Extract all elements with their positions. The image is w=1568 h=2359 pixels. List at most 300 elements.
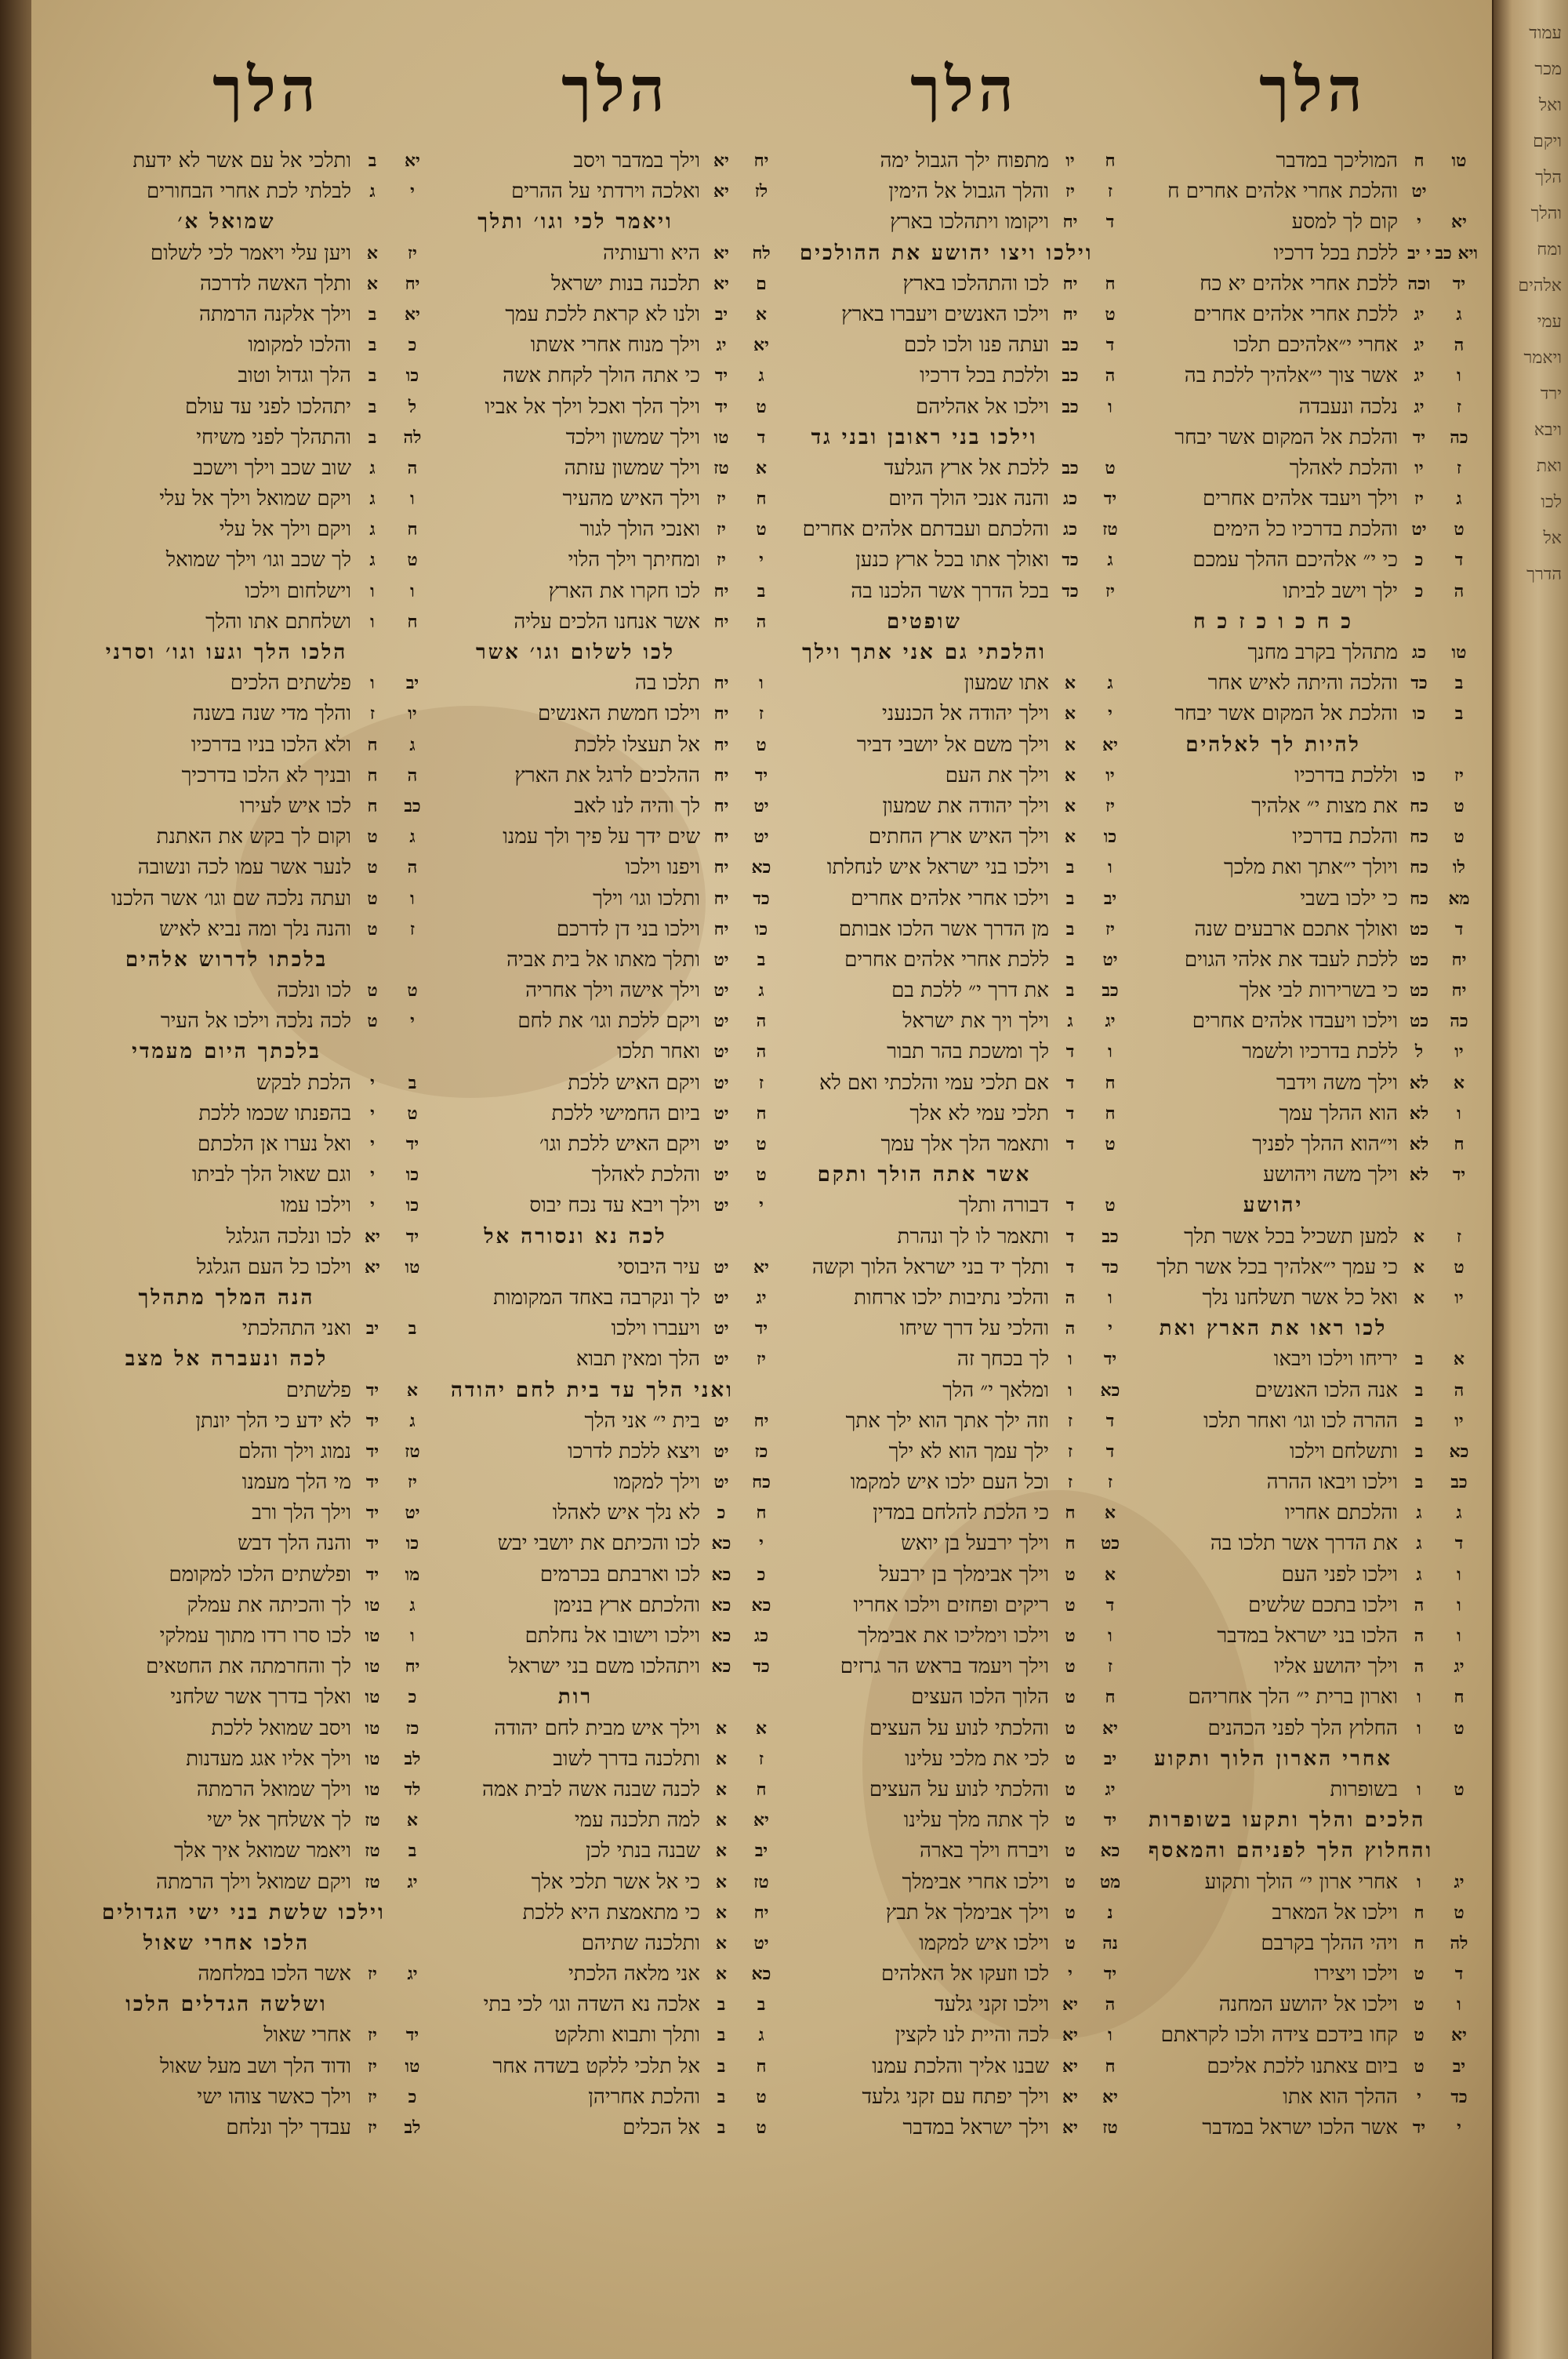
chapter-number: יא xyxy=(1062,2086,1078,2107)
verse-number: א xyxy=(406,1379,419,1401)
entry-phrase: וללכת בדרכיו xyxy=(1294,763,1398,787)
entry-phrase: וישלחום וילכו xyxy=(245,579,351,603)
chapter-number: יד xyxy=(365,1472,379,1493)
concordance-entry xyxy=(800,1714,1129,1744)
chapter-number: ו xyxy=(1068,1349,1073,1370)
entry-phrase: ושלשה הגדלים הלכו xyxy=(125,1993,328,2017)
verse-number: י xyxy=(759,1533,764,1554)
verse-number: מט xyxy=(1099,1871,1121,1892)
concordance-entry xyxy=(1149,1252,1478,1283)
verse-number: כז xyxy=(405,1717,419,1739)
concordance-entry xyxy=(102,638,431,668)
chapter-number: יג xyxy=(1414,396,1425,417)
verse-number: ט xyxy=(1454,1717,1465,1739)
chapter-number xyxy=(1049,1160,1091,1190)
entry-phrase: והלכת לאהלך xyxy=(1289,456,1398,480)
verse-number: כו xyxy=(405,1195,419,1216)
verse-number: ט xyxy=(756,734,767,755)
verse-number: ד xyxy=(757,427,766,448)
column-rows xyxy=(1149,146,1478,2143)
entry-phrase: נמוג וילך והלם xyxy=(238,1439,351,1463)
entry-phrase: וילך אישה וילך אחריה xyxy=(525,979,700,1003)
verse-number: ד xyxy=(1454,1964,1464,1985)
entry-phrase: ללכת אחרי אלהים אחרים xyxy=(844,947,1049,972)
chapter-number: יא xyxy=(1062,2025,1078,2046)
chapter-number: ד xyxy=(1065,1134,1075,1154)
chapter-number: ח xyxy=(367,765,378,786)
verse-number: יח xyxy=(1451,980,1467,1001)
chapter-number: טו xyxy=(713,427,729,448)
concordance-entry xyxy=(102,1252,431,1283)
entry-phrase: והחלוץ הלך לפניהם והמאסף xyxy=(1149,1839,1434,1863)
concordance-entry xyxy=(451,791,780,822)
concordance-column-4 xyxy=(102,47,431,2143)
verse-number: כט xyxy=(1100,1533,1120,1554)
chapter-number: א xyxy=(715,1748,728,1769)
chapter-number: יד xyxy=(714,396,728,417)
verse-number: יד xyxy=(405,1226,419,1247)
chapter-number: יז xyxy=(1414,489,1424,510)
verse-number xyxy=(1091,638,1129,668)
entry-phrase: וזה ילך אתך הוא ילך אתך xyxy=(845,1408,1049,1433)
entry-phrase: וארון ברית י״ הלך אחריהם xyxy=(1188,1685,1398,1710)
entry-phrase: ואני הלך עד בית לחם יהודה xyxy=(451,1378,734,1402)
chapter-number: ג xyxy=(369,457,376,478)
verse-number: יד xyxy=(405,2025,419,2046)
verse-number: ח xyxy=(407,519,418,540)
chapter-number: ו xyxy=(1417,1871,1421,1892)
entry-phrase: ללכת אל ארץ הגלעד xyxy=(884,456,1049,480)
concordance-entry xyxy=(451,1160,780,1190)
verse-number: יז xyxy=(1454,765,1464,786)
concordance-entry xyxy=(800,545,1129,576)
entry-phrase: והלכת לאהלך xyxy=(591,1163,700,1187)
entry-phrase: וילך האיש מהעיר xyxy=(562,487,700,511)
verse-number: יא xyxy=(1102,1717,1118,1739)
entry-phrase: ואל כל אשר תשלחנו נלך xyxy=(1202,1285,1398,1310)
concordance-entry xyxy=(800,1437,1129,1467)
chapter-number: יא xyxy=(365,1256,380,1278)
concordance-entry xyxy=(451,976,780,1006)
chapter-number: ח xyxy=(1414,151,1425,171)
chapter-number: יח xyxy=(713,765,729,786)
verse-number: י xyxy=(1457,2117,1461,2138)
entry-phrase: לך ונקרבה באחד המקומות xyxy=(493,1285,700,1310)
entry-phrase: וילכו איש למקמו xyxy=(919,1931,1049,1955)
entry-phrase: כי ילכו בשבי xyxy=(1300,886,1398,911)
verse-number: ו xyxy=(410,888,415,909)
chapter-number: ד xyxy=(1065,1072,1075,1093)
concordance-entry xyxy=(800,176,1129,207)
entry-phrase: מן הדרך אשר הלכו אבותם xyxy=(838,917,1049,941)
adjacent-page-fragment: ויבא xyxy=(1534,420,1562,440)
chapter-number: ה xyxy=(1065,1318,1076,1339)
verse-number: לב xyxy=(404,1748,421,1769)
concordance-entry xyxy=(102,1775,431,1805)
concordance-entry xyxy=(451,1099,780,1129)
entry-phrase: ותלך האשה לדרכה xyxy=(200,271,351,296)
entry-phrase: לכו והתהלכו בארץ xyxy=(902,271,1049,296)
verse-number: ה xyxy=(407,457,418,478)
entry-phrase: הלוך הלכו העצים xyxy=(911,1685,1049,1710)
concordance-entry xyxy=(451,1283,780,1314)
concordance-entry xyxy=(451,392,780,423)
concordance-entry xyxy=(1149,1990,1478,2020)
chapter-number: ט xyxy=(1414,1964,1425,1985)
entry-phrase: לך ומשכת בהר תבור xyxy=(887,1040,1049,1064)
verse-number: ג xyxy=(409,1410,416,1431)
entry-phrase: מתהלך בקרב מחנך xyxy=(1247,641,1398,664)
concordance-entry xyxy=(800,1898,1129,1928)
concordance-entry xyxy=(451,607,780,638)
concordance-entry xyxy=(1149,1528,1478,1559)
verse-number: ג xyxy=(758,980,764,1001)
verse-number: ז xyxy=(758,703,764,725)
concordance-entry xyxy=(800,1928,1129,1959)
concordance-entry xyxy=(451,1437,780,1467)
verse-number: ז xyxy=(758,1748,764,1769)
chapter-number: ב xyxy=(368,427,377,448)
verse-number: כ xyxy=(408,2086,417,2107)
concordance-entry xyxy=(800,1467,1129,1498)
entry-phrase: אחרי י״אלהיכם תלכו xyxy=(1233,333,1398,358)
chapter-number: ג xyxy=(1416,1503,1422,1524)
verse-number: מא xyxy=(1448,888,1470,909)
chapter-number: ב xyxy=(717,2025,726,2046)
chapter-number: וכה xyxy=(1407,273,1431,294)
concordance-entry xyxy=(1149,146,1478,176)
chapter-number: ד xyxy=(1065,1256,1075,1278)
chapter-number: כ xyxy=(1414,550,1424,571)
verse-number: ה xyxy=(1105,1994,1116,2016)
entry-phrase: והלכת אחרי אלהים אחרים ח xyxy=(1167,180,1398,204)
verse-number: א xyxy=(755,1717,768,1739)
entry-phrase: הנה המלך מתהלך xyxy=(138,1285,315,1310)
entry-phrase: לכו לשלום וגו׳ אשר xyxy=(475,641,676,664)
concordance-entry xyxy=(1149,607,1478,638)
concordance-entry xyxy=(451,1898,780,1928)
chapter-number: ב xyxy=(1414,1379,1424,1401)
entry-phrase: לכו והכיתם את יושבי יבש xyxy=(497,1532,700,1556)
concordance-entry xyxy=(1149,914,1478,945)
chapter-number: יז xyxy=(368,2086,377,2107)
entry-phrase: ודוד הלך ושב מעל שאול xyxy=(160,2054,351,2078)
concordance-entry xyxy=(800,638,1129,668)
chapter-number: יו xyxy=(1065,151,1075,171)
entry-phrase: עיר היבוסי xyxy=(617,1255,700,1279)
verse-number: ב xyxy=(757,1994,766,2016)
entry-phrase: ותלכו וגו׳ וילך xyxy=(593,886,700,911)
concordance-entry xyxy=(451,1590,780,1621)
adjacent-page-fragment: ואל xyxy=(1538,96,1562,115)
verse-number: יז xyxy=(408,242,417,264)
concordance-entry xyxy=(451,1068,780,1099)
verse-number: ז xyxy=(1456,1226,1462,1247)
concordance-entry xyxy=(800,2052,1129,2082)
chapter-number: טו xyxy=(365,1626,380,1646)
chapter-number: יט xyxy=(713,1165,729,1186)
chapter-number: יד xyxy=(365,1533,379,1554)
chapter-number: לא xyxy=(1409,1165,1429,1186)
verse-number: ט xyxy=(756,396,767,417)
concordance-entry xyxy=(451,269,780,300)
verse-number: כח xyxy=(752,1472,771,1493)
entry-phrase: וילך מנוח אחרי אשתו xyxy=(530,333,700,358)
verse-number: ג xyxy=(1456,1503,1462,1524)
concordance-entry xyxy=(1149,1099,1478,1129)
chapter-number: ח xyxy=(367,734,378,755)
chapter-number: א xyxy=(1064,827,1076,848)
entry-phrase: פלשתים xyxy=(285,1378,351,1402)
concordance-entry xyxy=(800,1682,1129,1713)
chapter-number: יב xyxy=(714,304,728,325)
verse-number: ח xyxy=(756,2055,767,2077)
chapter-number: יח xyxy=(713,888,729,909)
verse-number: יז xyxy=(1105,918,1115,940)
concordance-entry xyxy=(1149,1928,1478,1959)
concordance-entry xyxy=(451,1190,780,1221)
concordance-entry xyxy=(800,1222,1129,1252)
chapter-number: יח xyxy=(1062,304,1078,325)
entry-phrase: וילכו ויצירו xyxy=(1314,1962,1398,1986)
concordance-entry xyxy=(102,852,431,883)
chapter-number: ב xyxy=(717,2055,726,2077)
verse-number: ו xyxy=(1108,1626,1112,1646)
concordance-entry xyxy=(102,1714,431,1744)
concordance-entry xyxy=(1149,269,1478,300)
entry-phrase: וילך יהודה את שמעון xyxy=(882,794,1049,818)
concordance-entry xyxy=(451,914,780,945)
concordance-entry xyxy=(1149,1344,1478,1375)
entry-phrase: כי י״ אלהיכם ההלך עמכם xyxy=(1192,548,1398,572)
entry-phrase: ילך עמך הוא לא ילך xyxy=(888,1439,1049,1463)
verse-number: יח xyxy=(753,1410,769,1431)
concordance-entry xyxy=(800,330,1129,361)
verse-number: לה xyxy=(1450,1932,1468,1954)
verse-number xyxy=(1440,730,1478,761)
verse-number: א xyxy=(755,304,768,325)
verse-number: ט xyxy=(1454,827,1465,848)
verse-number: כו xyxy=(405,1165,419,1186)
chapter-number: ט xyxy=(367,1011,378,1032)
verse-number: יג xyxy=(756,1287,767,1308)
concordance-entry xyxy=(1149,1590,1478,1621)
chapter-number: כג xyxy=(1062,519,1077,540)
verse-number: ח xyxy=(756,1103,767,1124)
chapter-number: כט xyxy=(1409,918,1429,940)
verse-number: ה xyxy=(756,1011,767,1032)
concordance-entry xyxy=(800,1190,1129,1221)
verse-number xyxy=(394,207,431,238)
chapter-number: ז xyxy=(1067,1410,1073,1431)
verse-number xyxy=(394,1928,431,1959)
chapter-number: יא xyxy=(713,273,729,294)
chapter-number: ד xyxy=(1065,1195,1075,1216)
entry-phrase: בשופרות xyxy=(1330,1777,1398,1801)
chapter-number: יח xyxy=(713,734,729,755)
entry-phrase: וילך אליו אגג מעדנות xyxy=(186,1747,351,1771)
chapter-number: ב xyxy=(1414,1472,1424,1493)
entry-phrase: ותלכי אל עם אשר לא ידעת xyxy=(132,149,351,173)
verse-number: ז xyxy=(1456,457,1462,478)
entry-phrase: וגם שאול הלך לביתו xyxy=(192,1163,351,1187)
entry-phrase: כי מתאמצת היא ללכת xyxy=(522,1900,700,1925)
concordance-entry xyxy=(800,1652,1129,1682)
chapter-number: יט xyxy=(713,980,729,1001)
entry-phrase: והנה אנכי הולך היום xyxy=(888,487,1049,511)
concordance-entry xyxy=(102,514,431,545)
verse-number: כא xyxy=(1100,1841,1120,1862)
concordance-entry xyxy=(1149,453,1478,484)
chapter-number xyxy=(351,638,394,668)
chapter-number: לא xyxy=(1409,1134,1429,1154)
entry-phrase: והלכי על דרך שיחו xyxy=(899,1317,1049,1341)
entry-phrase: ותלך מאתו אל בית אביה xyxy=(506,947,700,972)
verse-number: ד xyxy=(1105,1441,1115,1462)
concordance-entry xyxy=(451,1498,780,1528)
verse-number: נ xyxy=(1107,1902,1113,1923)
entry-phrase: לכה והיית לנו לקצין xyxy=(895,2023,1049,2048)
verse-number: ט xyxy=(1105,457,1116,478)
chapter-number: יא xyxy=(1062,1994,1078,2016)
concordance-entry xyxy=(800,514,1129,545)
chapter-number: יד xyxy=(1412,2117,1426,2138)
chapter-number: יז xyxy=(717,519,726,540)
chapter-number: ה xyxy=(1414,1626,1425,1646)
concordance-entry xyxy=(451,2052,780,2082)
adjacent-page-fragment: עמוד xyxy=(1529,24,1562,43)
column-header: הלך xyxy=(1259,54,1367,125)
verse-number: מו xyxy=(405,1564,420,1585)
chapter-number: כח xyxy=(1410,827,1428,848)
concordance-entry xyxy=(102,484,431,514)
concordance-entry xyxy=(800,1406,1129,1437)
chapter-number: יח xyxy=(713,673,729,694)
chapter-number: יח xyxy=(713,918,729,940)
chapter-number: כג xyxy=(1062,489,1077,510)
concordance-entry xyxy=(451,945,780,976)
concordance-entry xyxy=(1149,1621,1478,1652)
chapter-number: כ xyxy=(717,1503,726,1524)
verse-number: יח xyxy=(405,1656,420,1677)
concordance-entry xyxy=(1149,1867,1478,1898)
chapter-number: טז xyxy=(365,1871,380,1892)
verse-number: ג xyxy=(758,365,764,387)
verse-number: ו xyxy=(759,673,764,694)
chapter-number: ט xyxy=(367,918,378,940)
chapter-number: ט xyxy=(1065,1902,1076,1923)
verse-number xyxy=(410,1898,431,1928)
chapter-number: כט xyxy=(1409,1011,1429,1032)
verse-number xyxy=(742,638,780,668)
entry-phrase: ההלך הוא אתו xyxy=(1283,2085,1398,2109)
entry-phrase: ותאמר הלך אלך עמך xyxy=(880,1132,1049,1156)
concordance-entry xyxy=(451,761,780,791)
concordance-entry xyxy=(1149,976,1478,1006)
concordance-entry xyxy=(1149,2020,1478,2051)
verse-number: ו xyxy=(410,489,415,510)
entry-phrase: ואחר תלכו xyxy=(616,1040,700,1064)
verse-number: י xyxy=(759,1195,764,1216)
concordance-entry xyxy=(102,269,431,300)
entry-phrase: וכל העם ילכו איש למקמו xyxy=(850,1470,1049,1495)
concordance-entry xyxy=(800,1252,1129,1283)
concordance-entry xyxy=(1149,1406,1478,1437)
verse-number: ה xyxy=(407,857,418,878)
verse-number: ח xyxy=(1454,1687,1465,1708)
column-rows xyxy=(102,146,431,2143)
concordance-entry xyxy=(800,1867,1129,1898)
chapter-number: כט xyxy=(1409,949,1429,970)
adjacent-page-fragment: הלך xyxy=(1535,168,1562,187)
verse-number: יד xyxy=(1103,1349,1117,1370)
chapter-number: ג xyxy=(369,181,376,202)
verse-number xyxy=(394,1344,431,1375)
concordance-entry xyxy=(1149,2113,1478,2143)
concordance-entry xyxy=(102,699,431,729)
chapter-number: יד xyxy=(714,365,728,387)
adjacent-page-text xyxy=(1494,0,1568,593)
chapter-number: א xyxy=(1064,673,1076,694)
entry-phrase: הלכו אחרי שאול xyxy=(143,1931,310,1955)
concordance-entry xyxy=(102,207,431,238)
concordance-entry xyxy=(451,1528,780,1559)
concordance-entry xyxy=(451,1406,780,1437)
entry-phrase: החלוץ הלך לפני הכהנים xyxy=(1207,1716,1398,1740)
chapter-number: י xyxy=(1068,1964,1073,1985)
concordance-entry xyxy=(1149,822,1478,852)
verse-number: ט xyxy=(407,1103,418,1124)
entry-phrase: ויהי ההלך בקרבם xyxy=(1261,1931,1398,1955)
chapter-number: ו xyxy=(370,611,375,632)
chapter-number: ג xyxy=(369,519,376,540)
verse-number xyxy=(1440,1314,1478,1344)
concordance-entry xyxy=(800,791,1129,822)
entry-phrase: והלכתם ארץ בנימן xyxy=(554,1593,700,1617)
entry-phrase: וילכו כל העם הגלגל xyxy=(197,1255,351,1279)
verse-number: יו xyxy=(408,703,417,725)
concordance-entry xyxy=(102,1376,431,1406)
verse-number: ח xyxy=(756,1503,767,1524)
chapter-number: ה xyxy=(1414,1594,1425,1616)
concordance-entry xyxy=(102,238,431,269)
chapter-number: יח xyxy=(713,611,729,632)
entry-phrase: אשר אתה הולך ותקם xyxy=(817,1163,1032,1187)
verse-number: כב xyxy=(404,795,421,816)
concordance-entry xyxy=(451,1344,780,1375)
verse-number: טו xyxy=(1451,151,1467,171)
entry-phrase: והלכו למקומו xyxy=(248,333,351,358)
chapter-number: י xyxy=(370,1103,375,1124)
verse-number: ב xyxy=(408,1072,417,1093)
entry-phrase: וילכו בתכם שלשים xyxy=(1248,1593,1398,1617)
adjacent-page-fragment: לכו xyxy=(1541,493,1562,512)
entry-phrase: לך והחרמתה את החטאים xyxy=(146,1655,351,1679)
concordance-entry xyxy=(102,1068,431,1099)
concordance-entry xyxy=(451,1252,780,1283)
verse-number xyxy=(1440,607,1478,638)
verse-number xyxy=(394,1037,431,1067)
chapter-number: ט xyxy=(367,857,378,878)
verse-number: ו xyxy=(1457,1594,1461,1616)
chapter-number: יט xyxy=(713,1349,729,1370)
verse-number: ג xyxy=(409,827,416,848)
concordance-column-1 xyxy=(1149,47,1478,2143)
entry-phrase: לכה נלכה וילכו אל העיר xyxy=(160,1009,351,1034)
entry-phrase: ההרה לכו וגו׳ ואחר תלכו xyxy=(1203,1408,1398,1433)
chapter-number: ו xyxy=(1417,1779,1421,1800)
chapter-number: לא xyxy=(1409,1103,1429,1124)
